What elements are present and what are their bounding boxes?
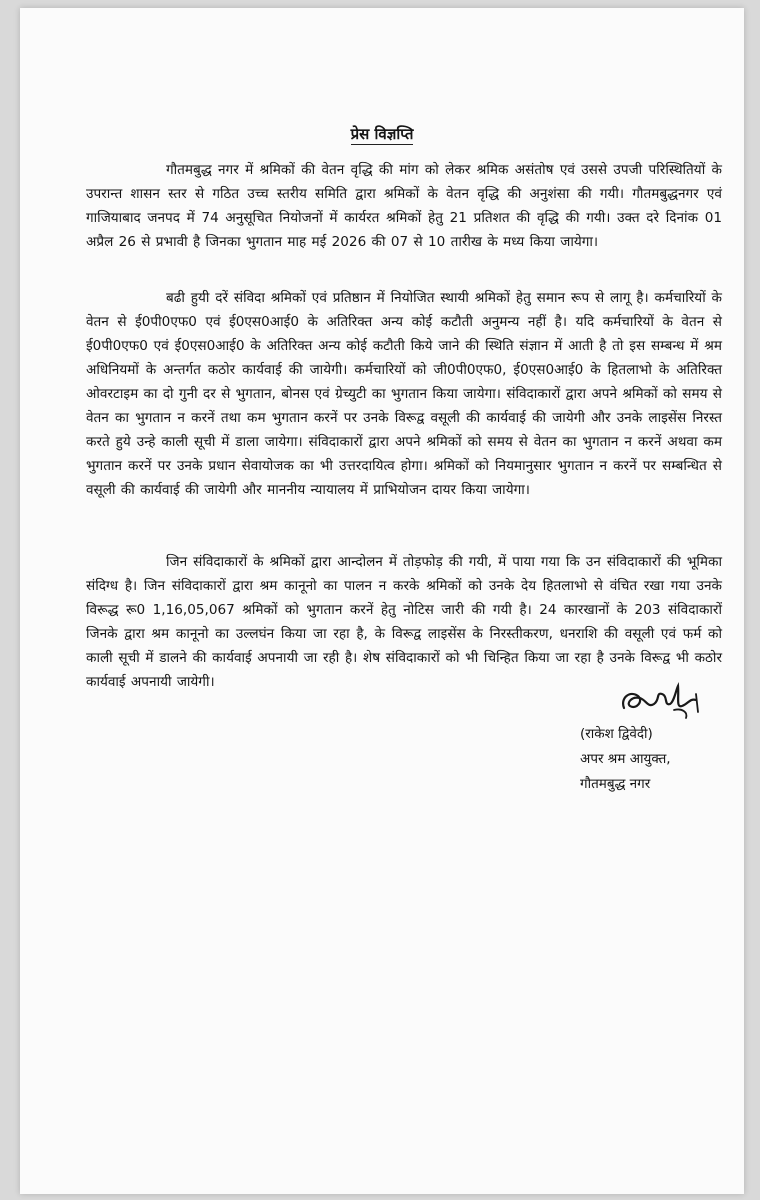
paragraph-1: गौतमबुद्ध नगर में श्रमिकों की वेतन वृद्धि की मांग को लेकर श्रमिक असंतोष एवं उससे उपजी परिस्थितियों के उपरान्त शासन स्तर से गठित उच्च स्तरीय समिति द्वारा श्रमिकों के वेतन वृद्धि की अनुशंसा की गयी। गौतमबुद्धनगर एवं गाजियाबाद जनपद में 74 अनुसूचित नियोजनों में कार्यरत श्रमिकों हेतु 21 प्रतिशत की वृद्धि की गयी। उक्त दरे दिनांक 01 अप्रैल 26 से प्रभावी है जिनका भुगतान माह मई 2026 की 07 से 10 तारीख के मध्य किया जायेगा। <box>86 162 722 250</box>
paragraph-3: जिन संविदाकारों के श्रमिकों द्वारा आन्दोलन में तोड़फोड़ की गयी, में पाया गया कि उन संविदाकारों की भूमिका संदिग्ध है। जिन संविदाकारों द्वारा श्रम कानूनो का पालन न करके श्रमिकों को उनके देय हितलाभो से वंचित रखा गया उनके विरूद्ध रू0 1,16,05,067 श्रमिकों को भुगतान करनें हेतु नोटिस जारी की गयी है। 24 कारखानों के 203 संविदाकारों जिनके द्वारा श्रम कानूनो का उल्लघंन किया जा रहा है, के विरूद्व लाइसेंस के निरस्तीकरण, धनराशि की वसूली एवं फर्म को काली सूची में डालने की कार्यवाई अपनायी जा रही है। शेष संविदाकारों को भी चिन्हित किया जा रहा है उनके विरूद्व भी कठोर कार्यवाई अपनायी जायेगी। <box>86 554 722 690</box>
signatory-designation: अपर श्रम आयुक्त, <box>580 751 671 767</box>
signatory-name: (राकेश द्विवेदी) <box>580 726 653 742</box>
signatory-location: गौतमबुद्ध नगर <box>580 776 651 792</box>
handwritten-signature <box>616 668 726 728</box>
press-release-page <box>20 8 744 1194</box>
document-title <box>20 124 744 144</box>
signatory-block <box>580 722 744 797</box>
paragraph-2: बढी हुयी दरें संविदा श्रमिकों एवं प्रतिष्ठान में नियोजित स्थायी श्रमिकों हेतु समान रूप से लागू है। कर्मचारियों के वेतन से ई0पी0एफ0 एवं ई0एस0आई0 के अतिरिक्त अन्य कोई कटौती अनुमन्य नहीं है। यदि कर्मचारियों के वेतन से ई0पी0एफ0 एवं ई0एस0आई0 के अतिरिक्त अन्य कोई कटौती किये जाने की स्थिति संज्ञान में आती है तो इस सम्बन्ध में श्रम अधिनियमों के अन्तर्गत कठोर कार्यवाई की जायेगी। कर्मचारियों को जी0पी0एफ0, ई0एस0आई0 के हितलाभो के अतिरिक्त ओवरटाइम का दो गुनी दर से भुगतान, बोनस एवं ग्रेच्युटी का भुगतान किया जायेगा। संविदाकारों द्वारा अपने श्रमिकों को समय से वेतन का भुगतान न करनें तथा कम भुगतान करनें पर उनके विरूद्व वसूली की कार्यवाई की जायेगी और उनके लाइसेंस निरस्त करते हुये उन्हे काली सूची में डाला जायेगा। संविदाकारों द्वारा अपने श्रमिकों को समय से वेतन का भुगतान न करनें अथवा कम भुगतान करनें पर उनके प्रधान सेवायोजक का भी उत्तरदायित्व होगा। श्रमिकों को नियमानुसार भुगतान न करनें पर सम्बन्धित से वसूली की कार्यवाई की जायेगी और माननीय न्यायालय में प्राभियोजन दायर किया जायेगा। <box>86 290 722 498</box>
document-title-text: प्रेस विज्ञप्ति <box>350 125 414 143</box>
